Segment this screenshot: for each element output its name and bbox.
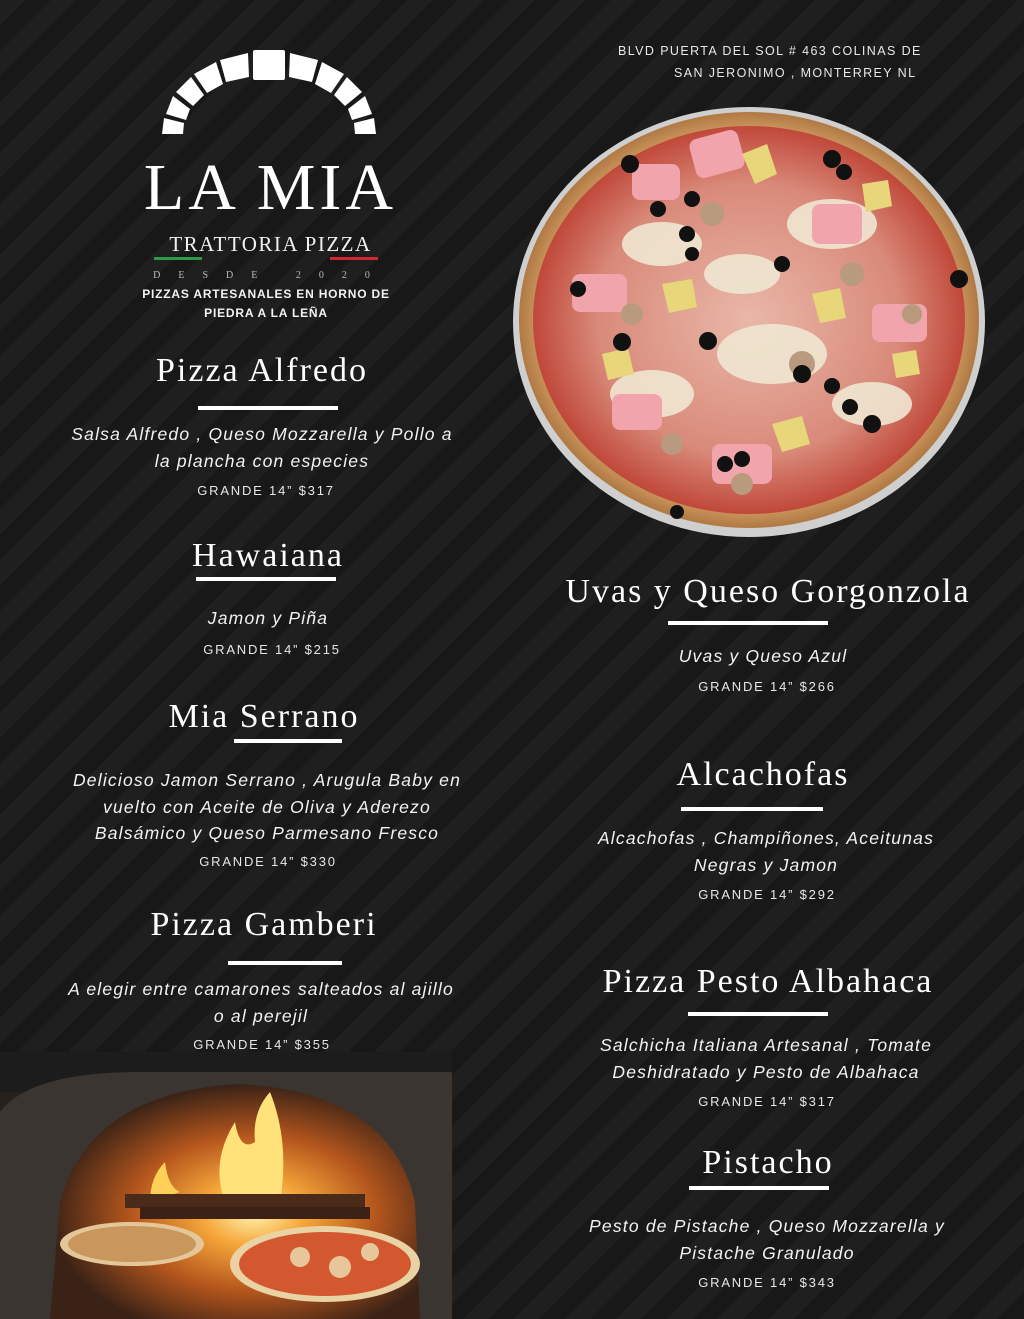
- menu-item-description: [546, 1032, 986, 1085]
- menu-item-title: Pizza Gamberi: [150, 906, 378, 943]
- description-line: Salsa Alfredo , Queso Mozzarella y Pollo a: [71, 424, 453, 444]
- menu-item-price: GRANDE 14” $266: [698, 679, 836, 694]
- title-underline: [681, 807, 823, 811]
- menu-item-title: Uvas y Queso Gorgonzola: [565, 573, 971, 610]
- pizza-photo: [512, 104, 986, 538]
- tagline: [116, 285, 416, 323]
- logo-name: LA MIA: [143, 151, 398, 224]
- description-line: A elegir entre camarones salteados al ajillo: [68, 979, 454, 999]
- title-underline: [196, 577, 336, 581]
- title-underline: [668, 621, 828, 625]
- description-line: Pistache Granulado: [679, 1242, 855, 1263]
- description-line: Negras y Jamon: [693, 854, 839, 875]
- title-underline: [689, 1186, 829, 1190]
- tagline-line-1: PIZZAS ARTESANALES EN HORNO DE: [142, 287, 390, 301]
- menu-item-title: Pistacho: [702, 1144, 834, 1181]
- address-line-2: SAN JERONIMO , MONTERREY NL: [674, 66, 917, 80]
- logo-subtitle: TRATTORIA PIZZA: [169, 232, 372, 256]
- menu-item-title: Alcachofas: [676, 756, 850, 793]
- description-line: o al perejil: [213, 1005, 309, 1026]
- menu-item-description: [36, 976, 486, 1029]
- menu-item-description: [42, 767, 492, 847]
- description-line: Balsámico y Queso Parmesano Fresco: [94, 823, 440, 843]
- description-line: Pesto de Pistache , Queso Mozzarella y: [589, 1216, 945, 1236]
- address: [560, 40, 960, 84]
- description-line: Uvas y Queso Azul: [678, 646, 848, 666]
- description-line: Salchicha Italiana Artesanal , Tomate: [599, 1035, 933, 1055]
- description-line: Delicioso Jamon Serrano , Arugula Baby en: [72, 770, 462, 790]
- logo: [108, 44, 433, 281]
- tagline-line-2: PIEDRA A LA LEÑA: [204, 306, 328, 320]
- menu-item-price: GRANDE 14” $317: [197, 483, 335, 498]
- title-underline: [688, 1012, 828, 1016]
- menu-item-price: GRANDE 14” $292: [698, 887, 836, 902]
- menu-item-description: [546, 825, 986, 878]
- description-line: Deshidratado y Pesto de Albahaca: [612, 1061, 920, 1082]
- menu-item-title: Mia Serrano: [168, 698, 360, 735]
- description-line: Jamon y Piña: [207, 608, 329, 628]
- menu-item-description: [68, 605, 468, 632]
- menu-item-title: Hawaiana: [192, 537, 344, 574]
- menu-item-price: GRANDE 14” $343: [698, 1275, 836, 1290]
- menu-item-price: GRANDE 14” $317: [698, 1094, 836, 1109]
- description-line: la plancha con especies: [154, 450, 370, 471]
- menu-item-description: [537, 1213, 997, 1266]
- menu-item-price: GRANDE 14” $330: [199, 854, 337, 869]
- menu-item-title: Pizza Alfredo: [156, 352, 368, 389]
- description-line: Alcachofas , Champiñones, Aceitunas: [597, 828, 935, 848]
- title-underline: [234, 739, 342, 743]
- title-underline: [198, 406, 338, 410]
- flag-stripe-green: [154, 257, 202, 260]
- oven-photo: [0, 1052, 452, 1319]
- description-line: vuelto con Aceite de Oliva y Aderezo: [103, 796, 431, 817]
- oven-arch-icon: [108, 44, 433, 154]
- flag-stripe-red: [330, 257, 378, 260]
- menu-item-price: GRANDE 14” $355: [193, 1037, 331, 1052]
- logo-since: DESDE 2020: [153, 270, 388, 281]
- menu-item-description: [42, 421, 482, 474]
- address-line-1: BLVD PUERTA DEL SOL # 463 COLINAS DE: [618, 44, 922, 58]
- menu-item-description: [563, 643, 963, 670]
- menu-item-title: Pizza Pesto Albahaca: [602, 963, 934, 1000]
- title-underline: [228, 961, 342, 965]
- menu-item-price: GRANDE 14” $215: [203, 642, 341, 657]
